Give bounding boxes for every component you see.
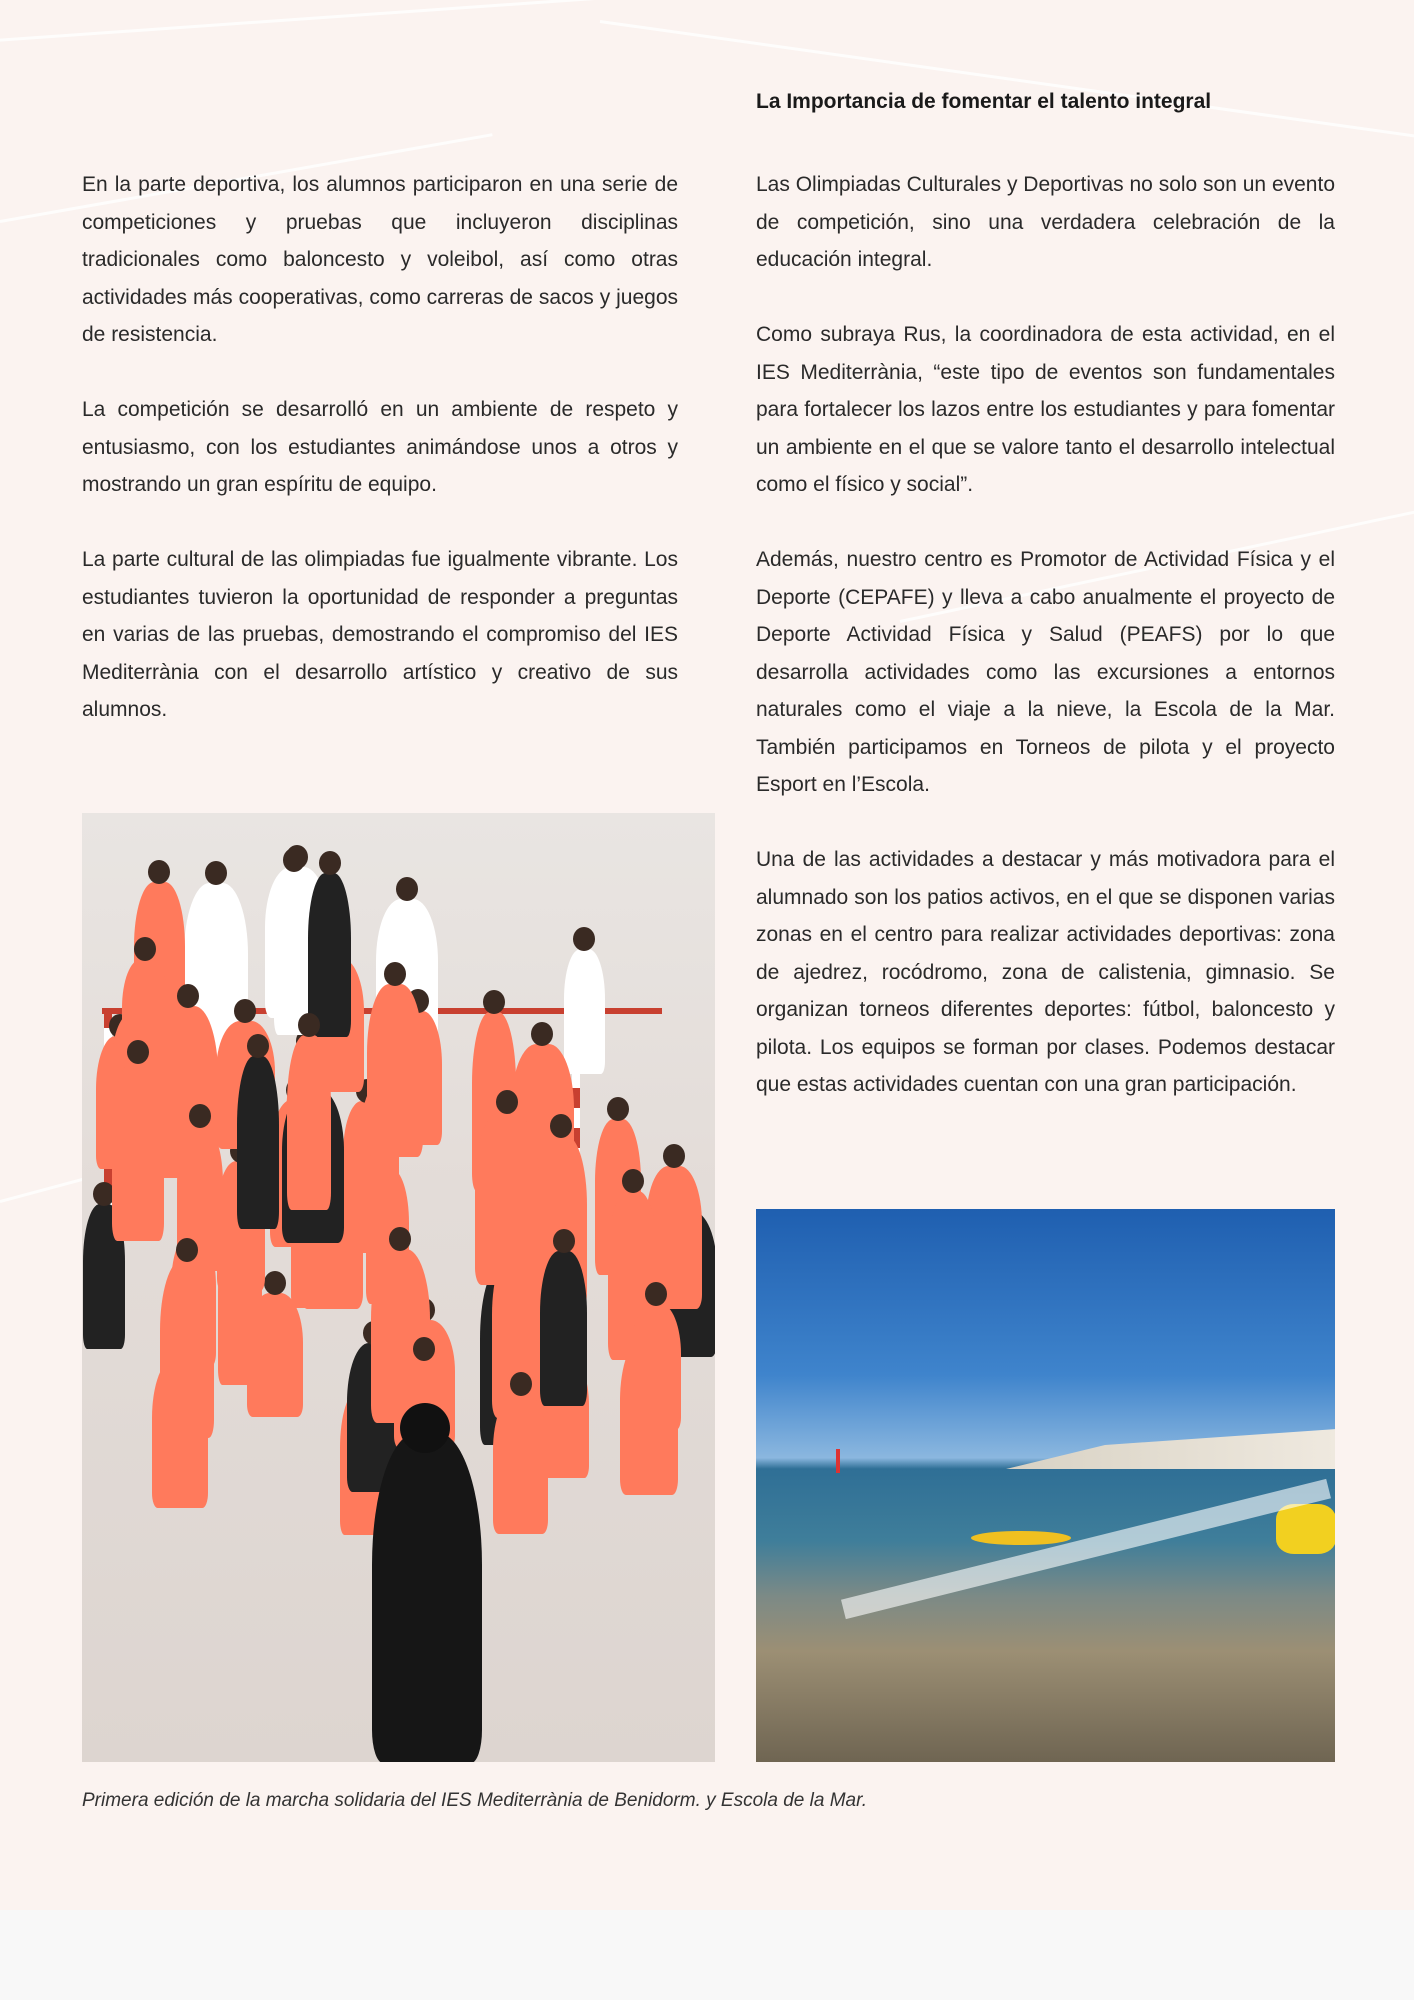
student-head bbox=[127, 1040, 149, 1064]
paragraph: Una de las actividades a destacar y más motivadora para el alumnado son los patios activos, en el que se disponen varias zonas en el centro para realizar actividades deportivas: zona de ajedrez, rocódromo, zona de calistenia, gimnasio. Se organizan torneos diferentes deportes: fútbol, baloncesto y pilota. Los equipos se forman por clases. Podemos destacar que estas actividades cuentan con una gran participación. bbox=[756, 848, 1335, 1096]
wave-foam bbox=[841, 1479, 1331, 1619]
paragraph: Las Olimpiadas Culturales y Deportivas no solo son un evento de competición, sino una verdadera celebración de la educación integral. bbox=[756, 173, 1335, 271]
student-head bbox=[531, 1022, 553, 1046]
kayak bbox=[1276, 1504, 1335, 1554]
paragraph: Además, nuestro centro es Promotor de Actividad Física y el Deporte (CEPAFE) y lleva a cabo anualmente el proyecto de Deporte Actividad Física y Salud (PEAFS) por lo que desarrolla actividades como las excursiones a entornos naturales como el viaje a la nieve, la Escola de la Mar. También participamos en Torneos de pilota y el proyecto Esport en l’Escola. bbox=[756, 548, 1335, 796]
photo-caption: Primera edición de la marcha solidaria del IES Mediterrània de Benidorm. y Escola de la Mar. bbox=[82, 1790, 867, 1811]
background-streak bbox=[0, 0, 678, 43]
instructor-head bbox=[400, 1403, 450, 1453]
student bbox=[564, 949, 605, 1074]
student bbox=[112, 1062, 164, 1241]
left-text-column bbox=[82, 166, 678, 766]
right-text-column bbox=[756, 166, 1335, 1141]
background-streak bbox=[600, 20, 1414, 148]
student bbox=[540, 1251, 587, 1406]
coastal-town bbox=[1006, 1429, 1335, 1469]
student-head bbox=[384, 962, 406, 986]
paragraph: En la parte deportiva, los alumnos participaron en una serie de competiciones y pruebas que incluyeron disciplinas tradicionales como baloncesto y voleibol, así como otras actividades más cooperativas, como carreras de sacos y juegos de resistencia. bbox=[82, 173, 678, 346]
student-head bbox=[396, 877, 418, 901]
student bbox=[287, 1035, 331, 1210]
student bbox=[237, 1056, 279, 1229]
student-head bbox=[264, 1271, 286, 1295]
student-head bbox=[389, 1227, 411, 1251]
student bbox=[493, 1394, 548, 1534]
student-head bbox=[234, 999, 256, 1023]
student bbox=[160, 1260, 215, 1438]
student-head bbox=[663, 1144, 685, 1168]
kayak bbox=[971, 1531, 1071, 1545]
student-head bbox=[496, 1090, 518, 1114]
paragraph: La parte cultural de las olimpiadas fue igualmente vibrante. Los estudiantes tuvieron la oportunidad de responder a preguntas en varias de las pruebas, demostrando el compromiso del IES Mediterrània con el desarrollo artístico y creativo de sus alumnos. bbox=[82, 548, 678, 721]
student bbox=[475, 1112, 539, 1285]
student-head bbox=[622, 1169, 644, 1193]
paragraph: La competición se desarrolló en un ambiente de respeto y entusiasmo, con los estudiantes animándose unos a otros y mostrando un gran espíritu de equipo. bbox=[82, 398, 678, 496]
lighthouse bbox=[836, 1449, 840, 1473]
student-head bbox=[298, 1013, 320, 1037]
student-head bbox=[205, 861, 227, 885]
student bbox=[631, 1304, 681, 1429]
student-head bbox=[573, 927, 595, 951]
student-head bbox=[148, 860, 170, 884]
student-head bbox=[483, 990, 505, 1014]
paragraph: Como subraya Rus, la coordinadora de esta actividad, en el IES Mediterrània, “este tipo de eventos son fundamentales para fortalecer los lazos entre los estudiantes y para fomentar un ambiente en el que se valore tanto el desarrollo intelectual como el físico y social”. bbox=[756, 323, 1335, 496]
student-head bbox=[607, 1097, 629, 1121]
section-heading: La Importancia de fomentar el talento integral bbox=[756, 90, 1212, 113]
student-head bbox=[319, 851, 341, 875]
student bbox=[367, 984, 423, 1157]
students-dancing-photo bbox=[82, 813, 715, 1762]
student-head bbox=[553, 1229, 575, 1253]
beach-kayak-photo bbox=[756, 1209, 1335, 1762]
instructor bbox=[372, 1433, 482, 1762]
student bbox=[308, 873, 351, 1037]
student-head bbox=[510, 1372, 532, 1396]
